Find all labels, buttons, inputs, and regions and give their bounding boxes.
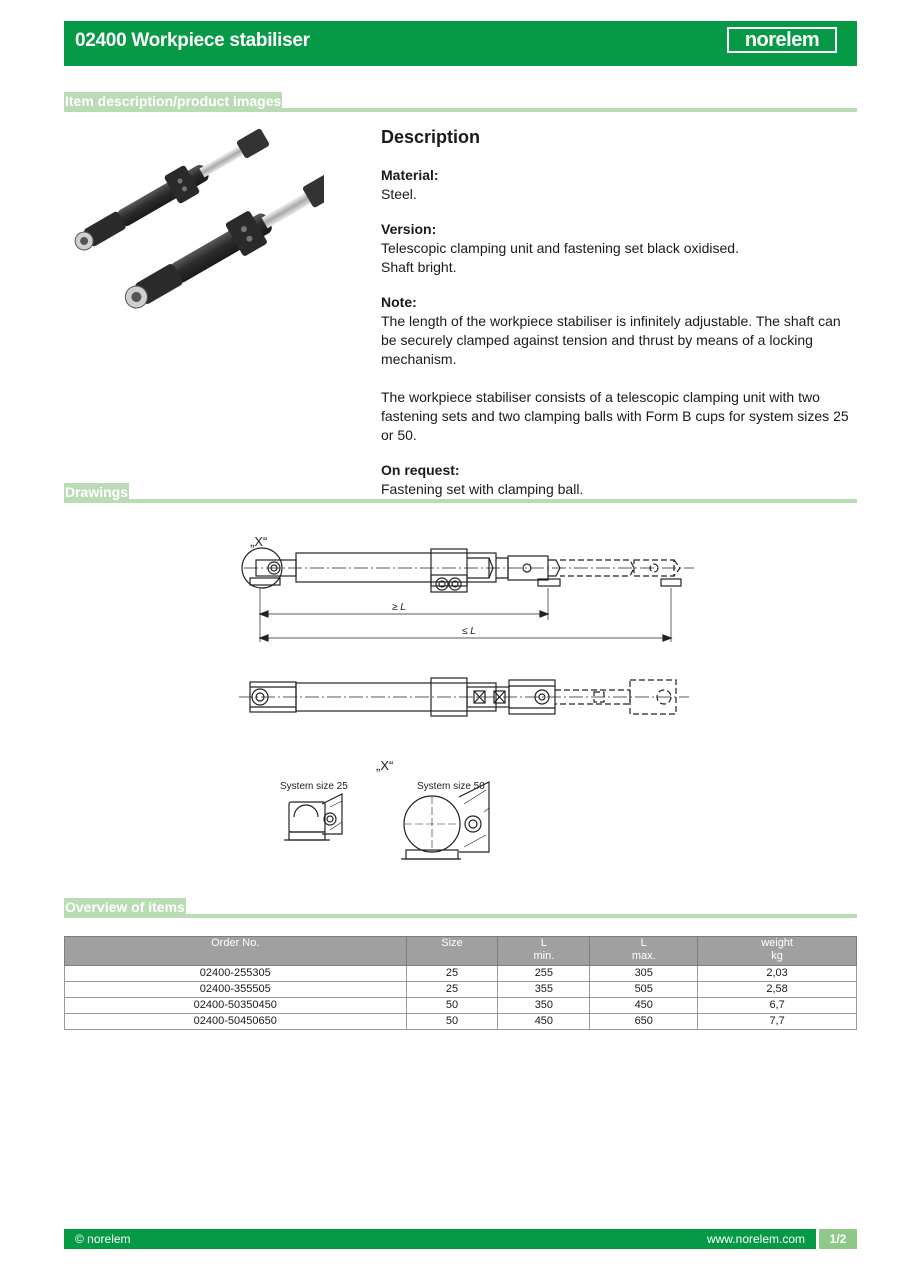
column-header-lmin: L min. [498, 937, 590, 966]
section-label: Drawings [65, 484, 129, 500]
cell-order-no: 02400-50350450 [65, 998, 407, 1014]
request-value: Fastening set with clamping ball. [381, 481, 584, 497]
norelem-logo [727, 27, 837, 53]
page-title: 02400 Workpiece stabiliser [75, 30, 310, 51]
version-paragraph [381, 220, 851, 277]
cell-lmax: 650 [590, 1014, 698, 1030]
section-header-overview [64, 898, 857, 918]
cell-lmin: 355 [498, 982, 590, 998]
description-heading: Description [381, 127, 481, 147]
cell-lmin: 450 [498, 1014, 590, 1030]
cell-lmax: 505 [590, 982, 698, 998]
table-row [65, 1014, 857, 1030]
detail-mark: „X“ [376, 758, 394, 773]
cell-lmin: 255 [498, 966, 590, 982]
note-paragraph [381, 293, 851, 369]
footer-copyright: © norelem [75, 1232, 131, 1246]
material-paragraph [381, 166, 851, 204]
description-block [381, 128, 851, 515]
section-label: Item description/product images [65, 93, 282, 109]
product-image [64, 128, 324, 318]
section-label: Overview of items [65, 899, 185, 915]
cell-size: 50 [406, 998, 498, 1014]
table-row [65, 966, 857, 982]
column-header-lmax: L max. [590, 937, 698, 966]
cell-weight: 2,58 [698, 982, 857, 998]
header-bar [64, 21, 857, 66]
cell-size: 25 [406, 966, 498, 982]
note-text-2: The workpiece stabiliser consists of a telescopic clamping unit with two fastening sets and two clamping balls with Form B cups for system sizes 25 or 50. [381, 389, 849, 443]
cell-order-no: 02400-355505 [65, 982, 407, 998]
cell-weight: 7,7 [698, 1014, 857, 1030]
note-label: Note: [381, 294, 417, 310]
cell-size: 50 [406, 1014, 498, 1030]
dimension-min-label: ≥ L [392, 602, 406, 613]
material-value: Steel. [381, 186, 417, 202]
system-size-25-label: System size 25 [280, 781, 348, 792]
footer-website-link[interactable]: www.norelem.com [706, 1232, 805, 1246]
section-header-item-description [64, 92, 857, 112]
dimension-max-label: ≤ L [462, 626, 476, 637]
column-header-size: Size [406, 937, 498, 966]
table-row [65, 982, 857, 998]
items-table [64, 936, 857, 1030]
cell-weight: 6,7 [698, 998, 857, 1014]
page-number: 1/2 [819, 1229, 857, 1249]
logo-text: norelem [744, 28, 820, 51]
cell-size: 25 [406, 982, 498, 998]
column-header-order-no: Order No. [65, 937, 407, 966]
column-header-weight: weight kg [698, 937, 857, 966]
section-divider [64, 499, 857, 503]
footer [64, 1229, 857, 1249]
cell-lmax: 305 [590, 966, 698, 982]
request-label: On request: [381, 462, 460, 478]
table-row [65, 998, 857, 1014]
cell-weight: 2,03 [698, 966, 857, 982]
cell-lmin: 350 [498, 998, 590, 1014]
note-text: The length of the workpiece stabiliser is infinitely adjustable. The shaft can be securely clamped against tension and thrust by means of a locking mechanism. [381, 313, 841, 367]
version-line: Shaft bright. [381, 259, 457, 275]
section-header-drawings [64, 483, 857, 503]
detail-mark-top: „X“ [250, 534, 268, 549]
version-label: Version: [381, 221, 437, 237]
version-line: Telescopic clamping unit and fastening set black oxidised. [381, 240, 739, 256]
material-label: Material: [381, 167, 439, 183]
cell-order-no: 02400-255305 [65, 966, 407, 982]
table-header-row [65, 937, 857, 966]
system-size-50-label: System size 50 [417, 781, 485, 792]
cell-lmax: 450 [590, 998, 698, 1014]
footer-bar [64, 1229, 816, 1249]
technical-drawing [64, 512, 857, 882]
cell-order-no: 02400-50450650 [65, 1014, 407, 1030]
note-paragraph-2 [381, 388, 851, 445]
